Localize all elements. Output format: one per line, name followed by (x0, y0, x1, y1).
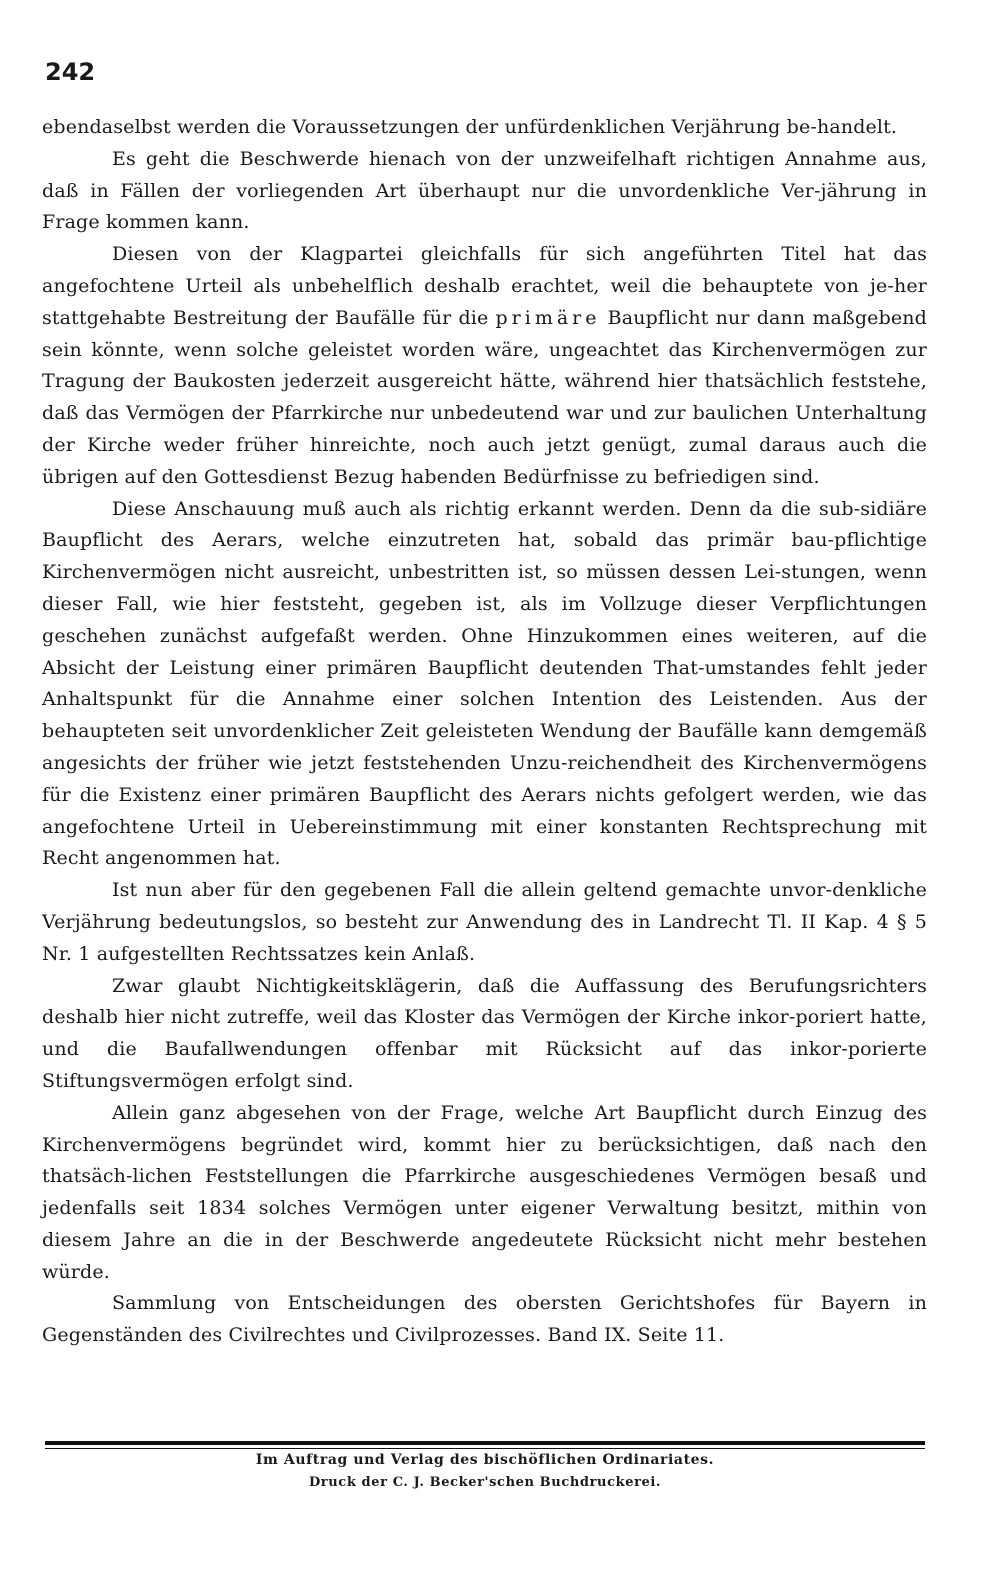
paragraph-7: Allein ganz abgesehen von der Frage, welche Art Baupflicht durch Einzug des Kirchenvermögens begründet wird, kommt hier zu berücksichtigen, daß nach den thatsäch-lichen Feststellungen die Pfarrkirche ausgeschiedenes Vermögen besaß und jedenfalls seit 1834 solches Vermögen unter eigener Verwaltung besitzt, mithin von diesem Jahre an die in der Beschwerde angedeutete Rücksicht nicht mehr bestehen würde. (42, 1101, 927, 1283)
paragraph-2: Es geht die Beschwerde hienach von der unzweifelhaft richtigen Annahme aus, daß in Fällen der vorliegenden Art überhaupt nur die unvordenkliche Ver-jährung in Frage kommen kann. (42, 147, 927, 234)
footer-rule-thick (45, 1441, 925, 1445)
paragraph-3-end: Baupflicht nur dann maßgebend sein könnte, wenn solche geleistet worden wäre, ungeachtet das Kirchenvermögen zur Tragung der Baukosten jederzeit ausgereicht hätte, während hier thatsächlich feststehe, daß das Vermögen der Pfarrkirche nur unbedeutend war und zur baulichen Unterhaltung der Kirche weder früher hinreichte, noch auch jetzt genügt, zumal daraus auch die übrigen auf den Gottesdienst Bezug habenden Bedürfnisse zu befriedigen sind. (42, 306, 927, 488)
body-text (42, 112, 927, 1352)
paragraph-6: Zwar glaubt Nichtigkeitsklägerin, daß die Auffassung des Berufungsrichters deshalb hier nicht zutreffe, weil das Kloster das Vermögen der Kirche inkor-poriert hatte, und die Baufallwendungen offenbar mit Rücksicht auf das inkor-porierte Stiftungsvermögen erfolgt sind. (42, 974, 927, 1092)
page-number: 242 (45, 58, 96, 86)
paragraph-4: Diese Anschauung muß auch als richtig erkannt werden. Denn da die sub-sidiäre Baupflicht des Aerars, welche einzutreten hat, sobald das primär bau-pflichtige Kirchenvermögen nicht ausreicht, unbestritten ist, so müssen dessen Lei-stungen, wenn dieser Fall, wie hier feststeht, gegeben ist, als im Vollzuge dieser Verpflichtungen geschehen zunächst aufgefaßt werden. Ohne Hinzukommen eines weiteren, auf die Absicht der Leistung einer primären Baupflicht deutenden That-umstandes fehlt jeder Anhaltspunkt für die Annahme einer solchen Intention des Leistenden. Aus der behaupteten seit unvordenklicher Zeit geleisteten Wendung der Baufälle kann demgemäß angesichts der früher wie jetzt feststehenden Unzu-reichendheit des Kirchenvermögens für die Existenz einer primären Baupflicht des Aerars nichts gefolgert werden, wie das angefochtene Urteil in Uebereinstimmung mit einer konstanten Rechtsprechung mit Recht angenommen hat. (42, 497, 927, 870)
footer-rule-thin (45, 1448, 925, 1449)
imprint-printer: Druck der C. J. Becker'schen Buchdruckerei. (308, 1475, 662, 1490)
paragraph-1: ebendaselbst werden die Voraussetzungen der unfürdenklichen Verjährung be-handelt. (42, 116, 898, 138)
imprint-publisher: Im Auftrag und Verlag des bischöflichen Ordinariates. (255, 1452, 715, 1468)
paragraph-3 (42, 239, 927, 493)
emphasized-word: primäre (495, 306, 601, 329)
citation-paragraph: Sammlung von Entscheidungen des obersten Gerichtshofes für Bayern in Gegenständen des Civilrechtes und Civilprozesses. Band IX. Seite 11. (42, 1292, 927, 1347)
paragraph-5: Ist nun aber für den gegebenen Fall die allein geltend gemachte unvor-denkliche Verjährung bedeutungslos, so besteht zur Anwendung des in Landrecht Tl. II Kap. 4 § 5 Nr. 1 aufgestellten Rechtssatzes kein Anlaß. (42, 879, 927, 965)
paragraph-3-start: Diesen von der Klagpartei gleichfalls für sich angeführten Titel hat das angefochtene Urteil als unbehelflich deshalb erachtet, weil die behauptete von je-her stattgehabte Bestreitung der Baufälle für die (42, 243, 927, 329)
